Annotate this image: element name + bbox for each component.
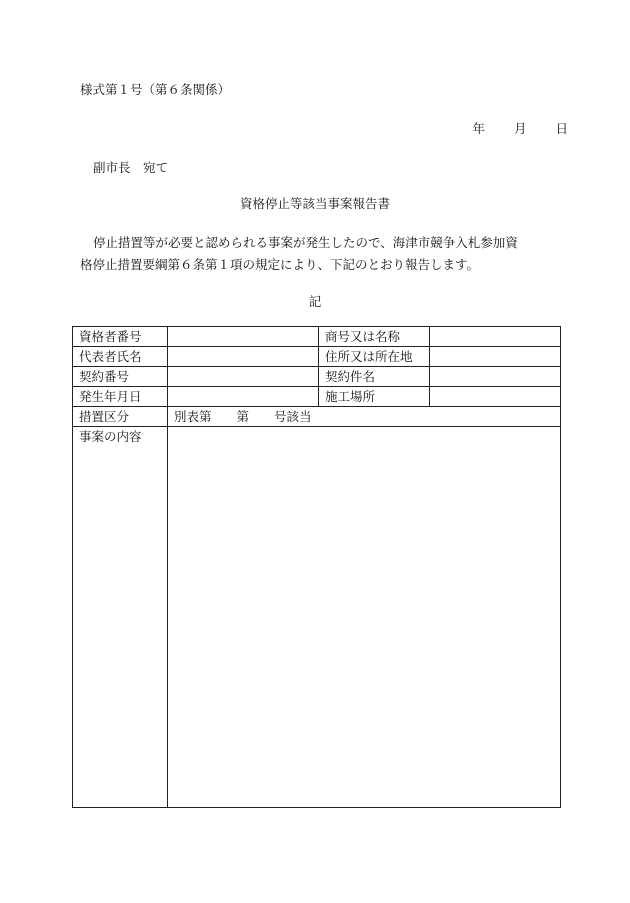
date-month-label: 月 [513,121,527,136]
qualifier-number-label: 資格者番号 [73,327,168,347]
document-title: 資格停止等該当事案報告書 [239,196,390,211]
addressee: 副市長 宛て [93,160,169,175]
measure-category-field[interactable]: 別表第 第 号該当 [168,407,561,427]
table-row [73,367,561,387]
report-table [72,326,561,808]
address-field[interactable] [430,347,561,367]
address-label: 住所又は所在地 [319,347,430,367]
representative-label: 代表者氏名 [73,347,168,367]
contract-name-label: 契約件名 [319,367,430,387]
contract-number-field[interactable] [168,367,319,387]
case-details-field[interactable] [168,427,561,808]
table-row [73,387,561,407]
qualifier-number-field[interactable] [168,327,319,347]
form-number: 様式第１号（第６条関係） [80,82,231,97]
table-row [73,327,561,347]
date-day-label: 日 [555,121,568,136]
table-row [73,427,561,808]
body-paragraph [80,232,518,276]
occurrence-date-label: 発生年月日 [73,387,168,407]
construction-site-label: 施工場所 [319,387,430,407]
trade-name-field[interactable] [430,327,561,347]
measure-category-label: 措置区分 [73,407,168,427]
date-year-label: 年 [472,121,485,136]
contract-number-label: 契約番号 [73,367,168,387]
construction-site-field[interactable] [430,387,561,407]
table-row [73,347,561,367]
body-line-2: 格停止措置要綱第６条第１項の規定により、下記のとおり報告します。 [80,257,480,272]
occurrence-date-field[interactable] [168,387,319,407]
table-row [73,407,561,427]
trade-name-label: 商号又は名称 [319,327,430,347]
ki-heading: 記 [308,294,322,309]
representative-field[interactable] [168,347,319,367]
date-line [472,119,568,137]
body-line-1: 停止措置等が必要と認められる事案が発生したので、海津市競争入札参加資 [93,235,518,250]
case-details-label: 事案の内容 [73,427,168,808]
contract-name-field[interactable] [430,367,561,387]
